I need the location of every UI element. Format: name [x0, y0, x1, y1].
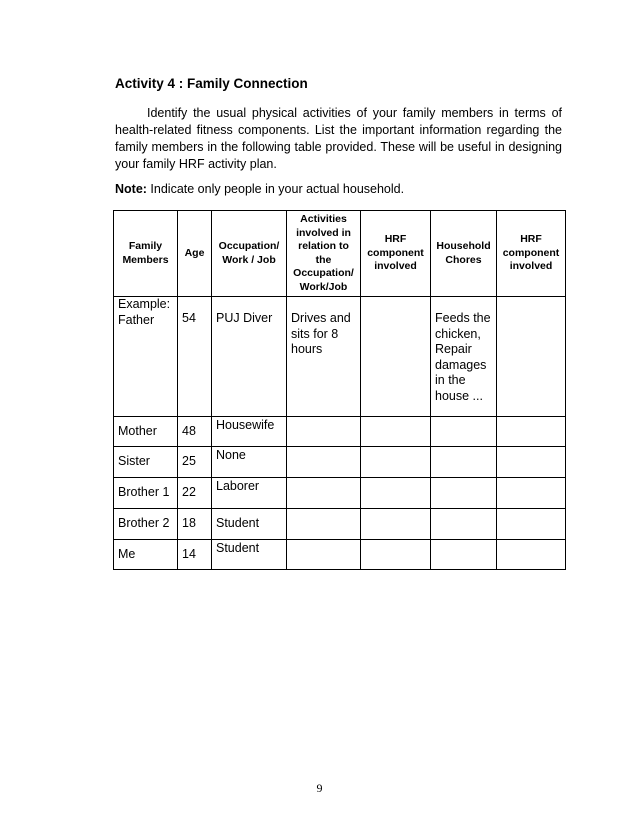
cell-activities	[287, 509, 361, 540]
table-row	[114, 540, 566, 570]
cell-hrf-1	[361, 509, 431, 540]
cell-hrf-1	[361, 540, 431, 570]
cell-chores	[431, 509, 497, 540]
cell-age: 48	[178, 417, 212, 447]
header-hrf-component-1: HRF component involved	[361, 211, 431, 297]
cell-occupation: Student	[212, 509, 287, 540]
cell-hrf-2	[497, 417, 566, 447]
cell-activities	[287, 447, 361, 478]
header-age: Age	[178, 211, 212, 297]
cell-occupation: Student	[212, 540, 287, 570]
cell-chores	[431, 540, 497, 570]
cell-hrf-2	[497, 478, 566, 509]
cell-hrf-2	[497, 509, 566, 540]
note-label: Note:	[115, 182, 147, 196]
cell-chores: Feeds the chicken, Repair damages in the house ...	[431, 297, 497, 417]
cell-chores	[431, 417, 497, 447]
family-hrf-table	[113, 210, 566, 570]
cell-hrf-1	[361, 447, 431, 478]
cell-member: Me	[114, 540, 178, 570]
page-number: 9	[316, 781, 323, 795]
cell-activities	[287, 417, 361, 447]
cell-age: 14	[178, 540, 212, 570]
cell-hrf-2	[497, 447, 566, 478]
cell-member: Example: Father	[114, 297, 178, 417]
table-row	[114, 417, 566, 447]
table-row	[114, 509, 566, 540]
table-row	[114, 478, 566, 509]
header-family-members: Family Members	[114, 211, 178, 297]
table-row	[114, 447, 566, 478]
cell-activities: Drives and sits for 8 hours	[287, 297, 361, 417]
cell-hrf-2	[497, 297, 566, 417]
header-activities: Activities involved in relation to the Occupation/ Work/Job	[287, 211, 361, 297]
cell-hrf-1	[361, 297, 431, 417]
cell-member: Brother 1	[114, 478, 178, 509]
cell-occupation: Housewife	[212, 417, 287, 447]
cell-age: 25	[178, 447, 212, 478]
cell-chores	[431, 447, 497, 478]
activity-title: Activity 4 : Family Connection	[115, 76, 308, 91]
cell-chores	[431, 478, 497, 509]
cell-age: 22	[178, 478, 212, 509]
cell-age: 18	[178, 509, 212, 540]
cell-activities	[287, 478, 361, 509]
cell-hrf-1	[361, 478, 431, 509]
cell-hrf-1	[361, 417, 431, 447]
cell-occupation: PUJ Diver	[212, 297, 287, 417]
cell-activities	[287, 540, 361, 570]
header-hrf-component-2: HRF component involved	[497, 211, 566, 297]
table-row	[114, 297, 566, 417]
cell-occupation: Laborer	[212, 478, 287, 509]
cell-age: 54	[178, 297, 212, 417]
note-line	[115, 182, 404, 196]
cell-occupation: None	[212, 447, 287, 478]
table-header-row	[114, 211, 566, 297]
activity-instructions: Identify the usual physical activities of your family members in terms of health-related fitness components. List the important information regarding the family members in the following table provided. These will be useful in designing your family HRF activity plan.	[115, 106, 562, 171]
note-text: Indicate only people in your actual household.	[146, 182, 405, 196]
cell-member: Mother	[114, 417, 178, 447]
header-household-chores: Household Chores	[431, 211, 497, 297]
cell-member: Sister	[114, 447, 178, 478]
cell-hrf-2	[497, 540, 566, 570]
header-occupation: Occupation/ Work / Job	[212, 211, 287, 297]
cell-member: Brother 2	[114, 509, 178, 540]
